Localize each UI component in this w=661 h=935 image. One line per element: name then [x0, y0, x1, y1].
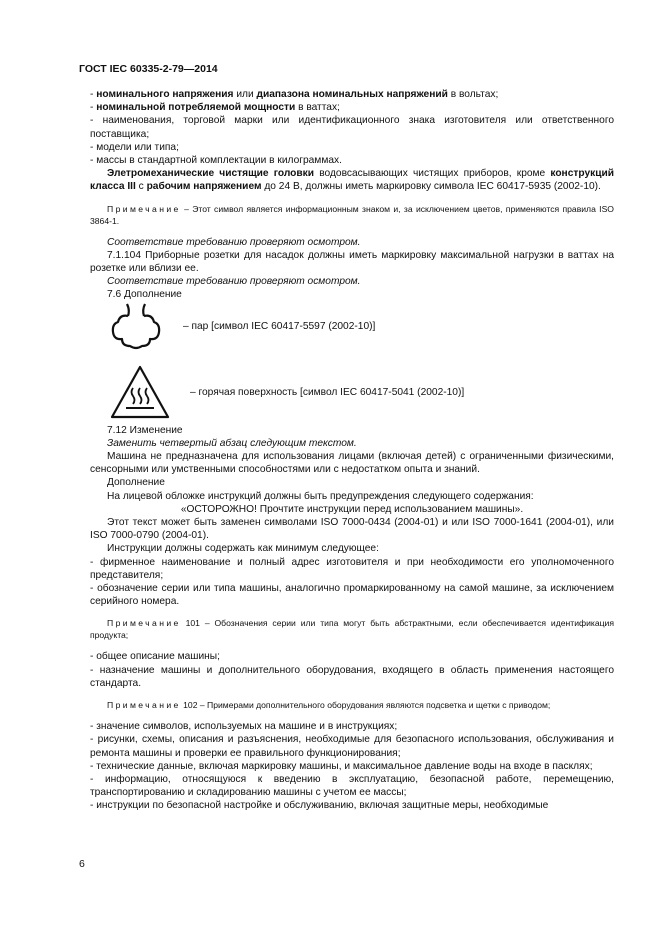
page-body — [90, 88, 614, 813]
replace-paragraph: Этот текст может быть заменен символами ISO 7000-0434 (2004-01) и или ISO 7000-1641 (2004-01), или ISO 7000-0790 (2004-01). — [90, 517, 614, 542]
list-item: - номинальной потребляемой мощности в ваттах; — [90, 102, 340, 114]
addition-heading: Дополнение — [107, 477, 165, 489]
hot-surface-symbol-row — [90, 364, 614, 424]
list-item: - назначение машины и дополнительного оборудования, входящего в область применения настоящего стандарта. — [90, 664, 614, 689]
steam-icon — [110, 302, 162, 352]
list-item: - наименования, торговой марки или идентификационного знака изготовителя или ответственного поставщика; — [90, 115, 614, 140]
compliance-check: Соответствие требованию проверяют осмотром. — [107, 276, 361, 288]
instructions-paragraph: Инструкции должны содержать как минимум следующее: — [107, 543, 379, 555]
section-heading: 7.12 Изменение — [107, 424, 183, 436]
cover-paragraph: На лицевой обложке инструкций должны быть предупреждения следующего содержания: — [107, 490, 534, 502]
machine-paragraph: Машина не предназначена для использования лицами (включая детей) с ограниченными физическими, сенсорными или умственными способностями или с недостатком опыта и знаний. — [90, 451, 614, 476]
list-item: - значение символов, используемых на машине и в инструкциях; — [90, 721, 398, 733]
list-item: - рисунки, схемы, описания и разъяснения, необходимые для безопасного использования, обслуживания и ремонта машины и проверки ее правильного функционирования; — [90, 734, 614, 759]
list-item: - общее описание машины; — [90, 651, 220, 663]
note-101: Примечание 101 – Обозначения серии или типа могут быть абстрактными, если обеспечивается идентификация продукта; — [90, 618, 614, 641]
list-item: - фирменное наименование и полный адрес изготовителя и при необходимости его уполномоченного представителя; — [90, 556, 614, 581]
note: Примечание – Этот символ является информационным знаком и, за исключением цветов, применяются правила ISO 3864-1. — [90, 203, 614, 226]
list-item: - инструкции по безопасной настройке и обслуживанию, включая защитные меры, необходимые — [90, 800, 549, 812]
list-item: - массы в стандартной комплектации в килограммах. — [90, 155, 342, 167]
steam-symbol-row — [90, 302, 614, 360]
warning-text: «ОСТОРОЖНО! Прочтите инструкции перед использованием машины». — [180, 503, 524, 515]
list-item: - обозначение серии или типа машины, аналогично промаркированному на самой машине, за исключением серийного номера. — [90, 583, 614, 608]
hot-surface-icon — [109, 364, 171, 420]
list-item: - информацию, относящуюся к введению в эксплуатацию, безопасной работе, перемещению, транспортированию и складированию машины с учетом ее массы; — [90, 773, 614, 799]
cleaning-heads-paragraph: Элетромеханические чистящие головки водовсасывающих чистящих приборов, кроме конструкций класса III с рабочим напряжением до 24 В, должны иметь маркировку символа IEC 60417-5935 (2002-10). — [90, 168, 615, 193]
symbol-caption: – горячая поверхность [символ IEC 60417-5041 (2002-10)] — [190, 386, 465, 398]
list-item: - технические данные, включая маркировку машины, и максимальное давление воды на входе в пасклях; — [90, 760, 593, 772]
section-heading: 7.6 Дополнение — [107, 289, 182, 301]
list-item: - модели или типа; — [90, 141, 179, 153]
note-102: Примечание 102 – Примерами дополнительного оборудования являются подсветка и щетки с приводом; — [107, 700, 551, 711]
symbol-caption: – пар [символ IEC 60417-5597 (2002-10)] — [183, 320, 376, 332]
replace-instruction: Заменить четвертый абзац следующим текстом. — [107, 437, 357, 449]
page-number: 6 — [79, 858, 85, 870]
clause-7-1-104: 7.1.104 Приборные розетки для насадок должны иметь маркировку максимальной нагрузки в ваттах на розетке или вблизи ее. — [90, 249, 614, 275]
list-item: - номинального напряжения или диапазона номинальных напряжений в вольтах; — [90, 89, 499, 100]
compliance-check: Соответствие требованию проверяют осмотром. — [107, 236, 361, 248]
page-header: ГОСТ IEC 60335-2-79—2014 — [79, 63, 218, 75]
